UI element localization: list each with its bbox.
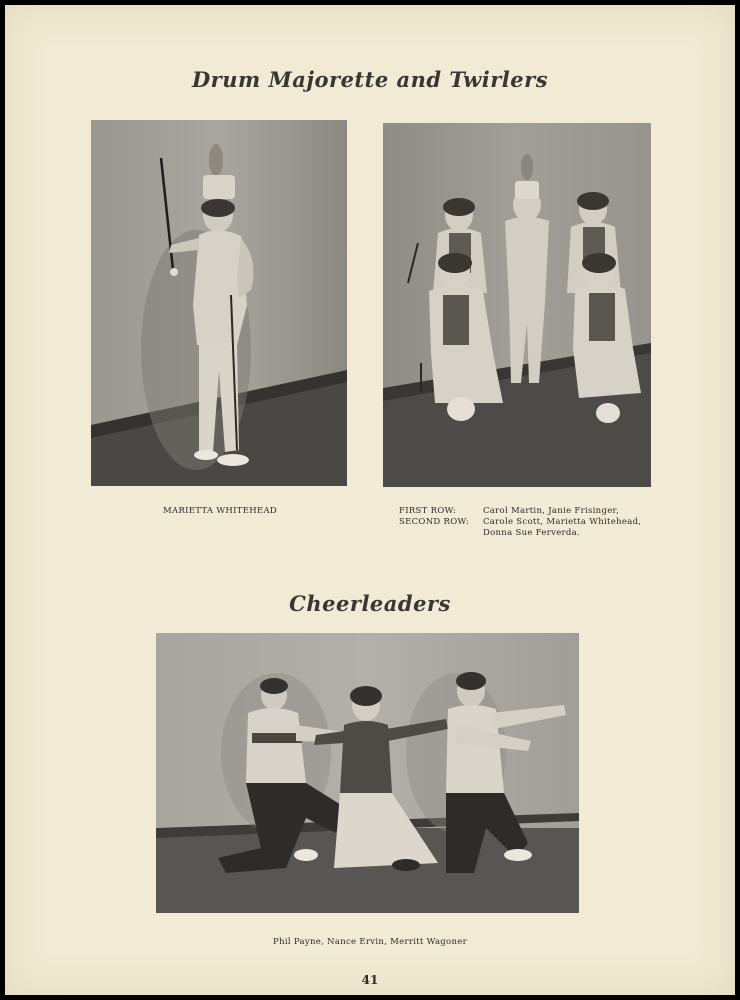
page-number: 41 (361, 973, 379, 987)
caption-row-label: SECOND ROW: (399, 517, 469, 527)
majorette-caption: MARIETTA WHITEHEAD (163, 506, 278, 516)
cheerleaders-caption: Phil Payne, Nance Ervin, Merritt Wagoner (273, 937, 467, 947)
section-title-cheerleaders: Cheerleaders (289, 591, 451, 616)
caption-row-label: FIRST ROW: (399, 506, 457, 516)
section-title-majorettes: Drum Majorette and Twirlers (191, 67, 549, 92)
majorette-photo (91, 120, 347, 486)
cheerleaders-photo (156, 633, 579, 913)
yearbook-page (5, 5, 735, 995)
caption-row-names: Donna Sue Ferverda. (483, 528, 581, 538)
caption-row-names: Carol Martin, Janie Frisinger, (483, 506, 619, 516)
twirlers-photo (383, 123, 651, 487)
caption-row-names: Carole Scott, Marietta Whitehead, (483, 517, 642, 527)
